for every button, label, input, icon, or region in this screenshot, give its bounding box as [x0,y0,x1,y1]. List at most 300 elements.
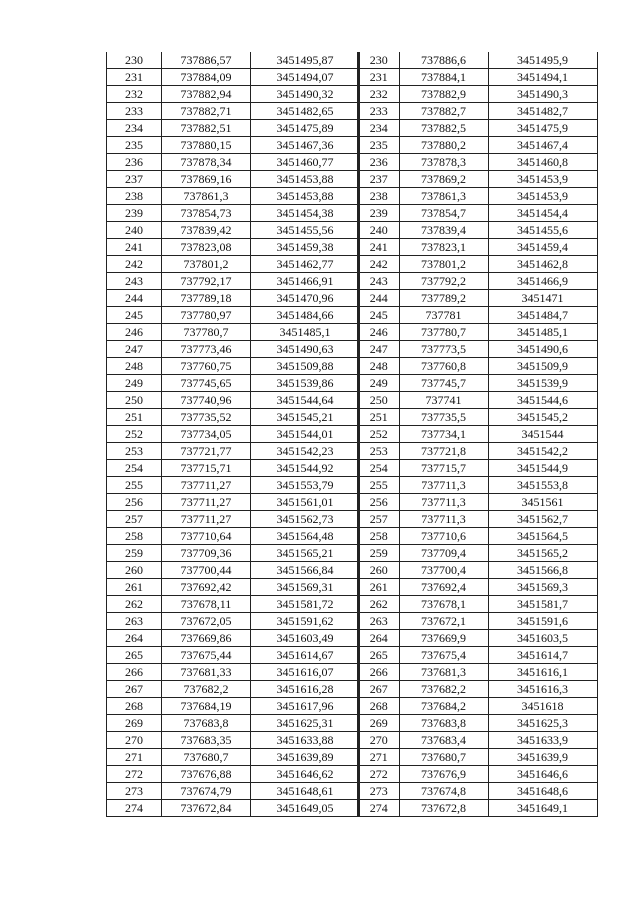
table-row [358,171,597,188]
point-number-cell: 274 [107,800,162,817]
point-number-cell: 251 [358,409,399,426]
point-number-cell: 241 [358,239,399,256]
point-number-cell: 235 [358,137,399,154]
table-row [358,596,597,613]
table-row [107,290,360,307]
table-row [107,137,360,154]
x-coordinate-cell: 737880,15 [162,137,251,154]
x-coordinate-cell: 737740,96 [162,392,251,409]
x-coordinate-cell: 737801,2 [162,256,251,273]
point-number-cell: 264 [107,630,162,647]
table-row [358,188,597,205]
table-row [358,290,597,307]
point-number-cell: 240 [107,222,162,239]
x-coordinate-cell: 737789,18 [162,290,251,307]
point-number-cell: 261 [107,579,162,596]
x-coordinate-cell: 737735,5 [399,409,488,426]
x-coordinate-cell: 737745,7 [399,375,488,392]
y-coordinate-cell: 3451542,2 [488,443,597,460]
y-coordinate-cell: 3451484,66 [251,307,360,324]
point-number-cell: 254 [358,460,399,477]
point-number-cell: 272 [358,766,399,783]
x-coordinate-cell: 737700,4 [399,562,488,579]
table-row [107,392,360,409]
table-row [107,358,360,375]
point-number-cell: 238 [107,188,162,205]
x-coordinate-cell: 737882,71 [162,103,251,120]
point-number-cell: 250 [358,392,399,409]
table-row [107,477,360,494]
x-coordinate-cell: 737683,8 [399,715,488,732]
point-number-cell: 260 [107,562,162,579]
y-coordinate-cell: 3451614,67 [251,647,360,664]
point-number-cell: 253 [107,443,162,460]
table-row [358,732,597,749]
y-coordinate-cell: 3451542,23 [251,443,360,460]
point-number-cell: 257 [107,511,162,528]
y-coordinate-cell: 3451495,87 [251,52,360,69]
x-coordinate-cell: 737801,2 [399,256,488,273]
table-row [107,120,360,137]
y-coordinate-cell: 3451455,56 [251,222,360,239]
x-coordinate-cell: 737878,34 [162,154,251,171]
y-coordinate-cell: 3451648,61 [251,783,360,800]
table-row [107,256,360,273]
x-coordinate-cell: 737882,51 [162,120,251,137]
x-coordinate-cell: 737683,8 [162,715,251,732]
point-number-cell: 255 [358,477,399,494]
y-coordinate-cell: 3451617,96 [251,698,360,715]
x-coordinate-cell: 737681,33 [162,664,251,681]
table-row [107,511,360,528]
y-coordinate-cell: 3451561 [488,494,597,511]
point-number-cell: 259 [358,545,399,562]
point-number-cell: 243 [358,273,399,290]
y-coordinate-cell: 3451466,9 [488,273,597,290]
x-coordinate-cell: 737884,09 [162,69,251,86]
y-coordinate-cell: 3451494,07 [251,69,360,86]
point-number-cell: 251 [107,409,162,426]
table-row [107,273,360,290]
x-coordinate-cell: 737721,8 [399,443,488,460]
x-coordinate-cell: 737721,77 [162,443,251,460]
x-coordinate-cell: 737672,1 [399,613,488,630]
table-row [358,443,597,460]
point-number-cell: 268 [107,698,162,715]
point-number-cell: 273 [358,783,399,800]
point-number-cell: 241 [107,239,162,256]
point-number-cell: 248 [107,358,162,375]
x-coordinate-cell: 737672,84 [162,800,251,817]
point-number-cell: 240 [358,222,399,239]
x-coordinate-cell: 737692,42 [162,579,251,596]
x-coordinate-cell: 737780,7 [399,324,488,341]
left-table-body [107,52,360,817]
x-coordinate-cell: 737711,27 [162,511,251,528]
table-row [358,222,597,239]
y-coordinate-cell: 3451490,3 [488,86,597,103]
point-number-cell: 266 [107,664,162,681]
x-coordinate-cell: 737711,3 [399,511,488,528]
table-row [358,324,597,341]
x-coordinate-cell: 737715,7 [399,460,488,477]
x-coordinate-cell: 737678,11 [162,596,251,613]
table-row [107,341,360,358]
x-coordinate-cell: 737745,65 [162,375,251,392]
x-coordinate-cell: 737823,1 [399,239,488,256]
y-coordinate-cell: 3451564,5 [488,528,597,545]
table-row [358,307,597,324]
y-coordinate-cell: 3451539,9 [488,375,597,392]
x-coordinate-cell: 737880,2 [399,137,488,154]
x-coordinate-cell: 737789,2 [399,290,488,307]
x-coordinate-cell: 737878,3 [399,154,488,171]
y-coordinate-cell: 3451625,31 [251,715,360,732]
point-number-cell: 258 [358,528,399,545]
x-coordinate-cell: 737681,3 [399,664,488,681]
point-number-cell: 232 [107,86,162,103]
table-row [358,528,597,545]
y-coordinate-cell: 3451544,9 [488,460,597,477]
x-coordinate-cell: 737854,73 [162,205,251,222]
table-row [107,579,360,596]
x-coordinate-cell: 737672,05 [162,613,251,630]
y-coordinate-cell: 3451633,88 [251,732,360,749]
y-coordinate-cell: 3451616,1 [488,664,597,681]
y-coordinate-cell: 3451591,62 [251,613,360,630]
x-coordinate-cell: 737869,2 [399,171,488,188]
x-coordinate-cell: 737683,4 [399,732,488,749]
point-number-cell: 232 [358,86,399,103]
x-coordinate-cell: 737680,7 [162,749,251,766]
table-row [107,698,360,715]
x-coordinate-cell: 737669,9 [399,630,488,647]
x-coordinate-cell: 737869,16 [162,171,251,188]
y-coordinate-cell: 3451553,8 [488,477,597,494]
table-row [358,52,597,69]
x-coordinate-cell: 737773,46 [162,341,251,358]
point-number-cell: 250 [107,392,162,409]
y-coordinate-cell: 3451495,9 [488,52,597,69]
y-coordinate-cell: 3451455,6 [488,222,597,239]
x-coordinate-cell: 737710,64 [162,528,251,545]
point-number-cell: 237 [107,171,162,188]
table-row [107,732,360,749]
y-coordinate-cell: 3451459,4 [488,239,597,256]
table-row [358,137,597,154]
point-number-cell: 239 [107,205,162,222]
y-coordinate-cell: 3451616,28 [251,681,360,698]
table-row [358,562,597,579]
table-row [107,52,360,69]
y-coordinate-cell: 3451466,91 [251,273,360,290]
table-row [107,205,360,222]
table-row [358,273,597,290]
x-coordinate-cell: 737760,75 [162,358,251,375]
table-row [358,426,597,443]
y-coordinate-cell: 3451581,72 [251,596,360,613]
x-coordinate-cell: 737882,5 [399,120,488,137]
y-coordinate-cell: 3451544,01 [251,426,360,443]
table-row [358,698,597,715]
y-coordinate-cell: 3451475,89 [251,120,360,137]
point-number-cell: 246 [358,324,399,341]
right-coordinate-table [357,52,598,817]
point-number-cell: 242 [107,256,162,273]
y-coordinate-cell: 3451544,6 [488,392,597,409]
x-coordinate-cell: 737672,8 [399,800,488,817]
point-number-cell: 263 [107,613,162,630]
y-coordinate-cell: 3451618 [488,698,597,715]
y-coordinate-cell: 3451633,9 [488,732,597,749]
y-coordinate-cell: 3451462,77 [251,256,360,273]
y-coordinate-cell: 3451649,05 [251,800,360,817]
y-coordinate-cell: 3451482,7 [488,103,597,120]
point-number-cell: 259 [107,545,162,562]
y-coordinate-cell: 3451460,8 [488,154,597,171]
table-row [107,800,360,817]
table-row [107,681,360,698]
y-coordinate-cell: 3451471 [488,290,597,307]
table-row [107,171,360,188]
table-row [358,460,597,477]
point-number-cell: 256 [107,494,162,511]
table-row [358,69,597,86]
x-coordinate-cell: 737674,8 [399,783,488,800]
point-number-cell: 239 [358,205,399,222]
y-coordinate-cell: 3451616,07 [251,664,360,681]
point-number-cell: 264 [358,630,399,647]
point-number-cell: 231 [358,69,399,86]
point-number-cell: 269 [107,715,162,732]
table-row [107,664,360,681]
table-row [107,562,360,579]
x-coordinate-cell: 737675,44 [162,647,251,664]
x-coordinate-cell: 737886,6 [399,52,488,69]
table-row [107,324,360,341]
table-row [107,647,360,664]
point-number-cell: 271 [107,749,162,766]
x-coordinate-cell: 737700,44 [162,562,251,579]
y-coordinate-cell: 3451494,1 [488,69,597,86]
x-coordinate-cell: 737735,52 [162,409,251,426]
y-coordinate-cell: 3451566,8 [488,562,597,579]
point-number-cell: 269 [358,715,399,732]
y-coordinate-cell: 3451544,64 [251,392,360,409]
table-row [107,749,360,766]
table-row [358,409,597,426]
y-coordinate-cell: 3451460,77 [251,154,360,171]
table-row [358,103,597,120]
table-row [358,392,597,409]
point-number-cell: 254 [107,460,162,477]
point-number-cell: 247 [107,341,162,358]
x-coordinate-cell: 737882,9 [399,86,488,103]
y-coordinate-cell: 3451459,38 [251,239,360,256]
point-number-cell: 270 [107,732,162,749]
table-row [358,86,597,103]
point-number-cell: 257 [358,511,399,528]
x-coordinate-cell: 737680,7 [399,749,488,766]
point-number-cell: 256 [358,494,399,511]
y-coordinate-cell: 3451545,21 [251,409,360,426]
x-coordinate-cell: 737683,35 [162,732,251,749]
table-row [107,103,360,120]
table-row [358,205,597,222]
point-number-cell: 244 [358,290,399,307]
y-coordinate-cell: 3451591,6 [488,613,597,630]
y-coordinate-cell: 3451467,36 [251,137,360,154]
table-row [107,409,360,426]
y-coordinate-cell: 3451648,6 [488,783,597,800]
x-coordinate-cell: 737682,2 [399,681,488,698]
point-number-cell: 261 [358,579,399,596]
y-coordinate-cell: 3451482,65 [251,103,360,120]
point-number-cell: 249 [358,375,399,392]
x-coordinate-cell: 737669,86 [162,630,251,647]
table-row [358,800,597,817]
y-coordinate-cell: 3451509,9 [488,358,597,375]
table-row [107,528,360,545]
y-coordinate-cell: 3451553,79 [251,477,360,494]
point-number-cell: 271 [358,749,399,766]
x-coordinate-cell: 737773,5 [399,341,488,358]
point-number-cell: 260 [358,562,399,579]
y-coordinate-cell: 3451467,4 [488,137,597,154]
point-number-cell: 249 [107,375,162,392]
y-coordinate-cell: 3451569,3 [488,579,597,596]
table-row [107,545,360,562]
y-coordinate-cell: 3451490,63 [251,341,360,358]
y-coordinate-cell: 3451649,1 [488,800,597,817]
table-row [358,154,597,171]
point-number-cell: 267 [358,681,399,698]
y-coordinate-cell: 3451485,1 [251,324,360,341]
x-coordinate-cell: 737854,7 [399,205,488,222]
y-coordinate-cell: 3451565,21 [251,545,360,562]
x-coordinate-cell: 737861,3 [399,188,488,205]
x-coordinate-cell: 737792,17 [162,273,251,290]
x-coordinate-cell: 737760,8 [399,358,488,375]
table-row [107,766,360,783]
y-coordinate-cell: 3451453,9 [488,171,597,188]
x-coordinate-cell: 737675,4 [399,647,488,664]
table-row [358,256,597,273]
table-row [358,715,597,732]
y-coordinate-cell: 3451539,86 [251,375,360,392]
x-coordinate-cell: 737676,9 [399,766,488,783]
x-coordinate-cell: 737684,19 [162,698,251,715]
table-row [358,664,597,681]
y-coordinate-cell: 3451562,7 [488,511,597,528]
x-coordinate-cell: 737780,97 [162,307,251,324]
table-row [107,69,360,86]
point-number-cell: 273 [107,783,162,800]
y-coordinate-cell: 3451509,88 [251,358,360,375]
table-row [107,443,360,460]
y-coordinate-cell: 3451646,62 [251,766,360,783]
table-row [358,783,597,800]
x-coordinate-cell: 737711,27 [162,494,251,511]
point-number-cell: 265 [358,647,399,664]
x-coordinate-cell: 737709,36 [162,545,251,562]
table-row [107,188,360,205]
table-row [107,239,360,256]
table-row [107,494,360,511]
point-number-cell: 266 [358,664,399,681]
y-coordinate-cell: 3451562,73 [251,511,360,528]
table-row [107,86,360,103]
x-coordinate-cell: 737684,2 [399,698,488,715]
x-coordinate-cell: 737741 [399,392,488,409]
y-coordinate-cell: 3451625,3 [488,715,597,732]
left-coordinate-table [106,52,360,817]
table-row [358,545,597,562]
x-coordinate-cell: 737709,4 [399,545,488,562]
y-coordinate-cell: 3451565,2 [488,545,597,562]
x-coordinate-cell: 737676,88 [162,766,251,783]
point-number-cell: 243 [107,273,162,290]
y-coordinate-cell: 3451545,2 [488,409,597,426]
y-coordinate-cell: 3451639,89 [251,749,360,766]
point-number-cell: 236 [358,154,399,171]
x-coordinate-cell: 737734,1 [399,426,488,443]
point-number-cell: 272 [107,766,162,783]
y-coordinate-cell: 3451462,8 [488,256,597,273]
y-coordinate-cell: 3451454,4 [488,205,597,222]
table-row [107,613,360,630]
table-row [358,120,597,137]
x-coordinate-cell: 737792,2 [399,273,488,290]
x-coordinate-cell: 737839,42 [162,222,251,239]
point-number-cell: 237 [358,171,399,188]
table-row [107,222,360,239]
table-row [107,154,360,171]
x-coordinate-cell: 737882,94 [162,86,251,103]
table-row [358,494,597,511]
y-coordinate-cell: 3451454,38 [251,205,360,222]
table-row [107,375,360,392]
table-row [107,630,360,647]
y-coordinate-cell: 3451603,5 [488,630,597,647]
point-number-cell: 238 [358,188,399,205]
y-coordinate-cell: 3451616,3 [488,681,597,698]
point-number-cell: 253 [358,443,399,460]
table-row [358,341,597,358]
table-row [358,630,597,647]
point-number-cell: 247 [358,341,399,358]
point-number-cell: 233 [107,103,162,120]
y-coordinate-cell: 3451639,9 [488,749,597,766]
x-coordinate-cell: 737884,1 [399,69,488,86]
y-coordinate-cell: 3451453,88 [251,188,360,205]
x-coordinate-cell: 737678,1 [399,596,488,613]
y-coordinate-cell: 3451470,96 [251,290,360,307]
y-coordinate-cell: 3451561,01 [251,494,360,511]
point-number-cell: 248 [358,358,399,375]
y-coordinate-cell: 3451566,84 [251,562,360,579]
y-coordinate-cell: 3451475,9 [488,120,597,137]
point-number-cell: 230 [107,52,162,69]
x-coordinate-cell: 737682,2 [162,681,251,698]
x-coordinate-cell: 737715,71 [162,460,251,477]
table-row [358,613,597,630]
x-coordinate-cell: 737780,7 [162,324,251,341]
point-number-cell: 258 [107,528,162,545]
y-coordinate-cell: 3451581,7 [488,596,597,613]
table-row [107,307,360,324]
y-coordinate-cell: 3451453,88 [251,171,360,188]
